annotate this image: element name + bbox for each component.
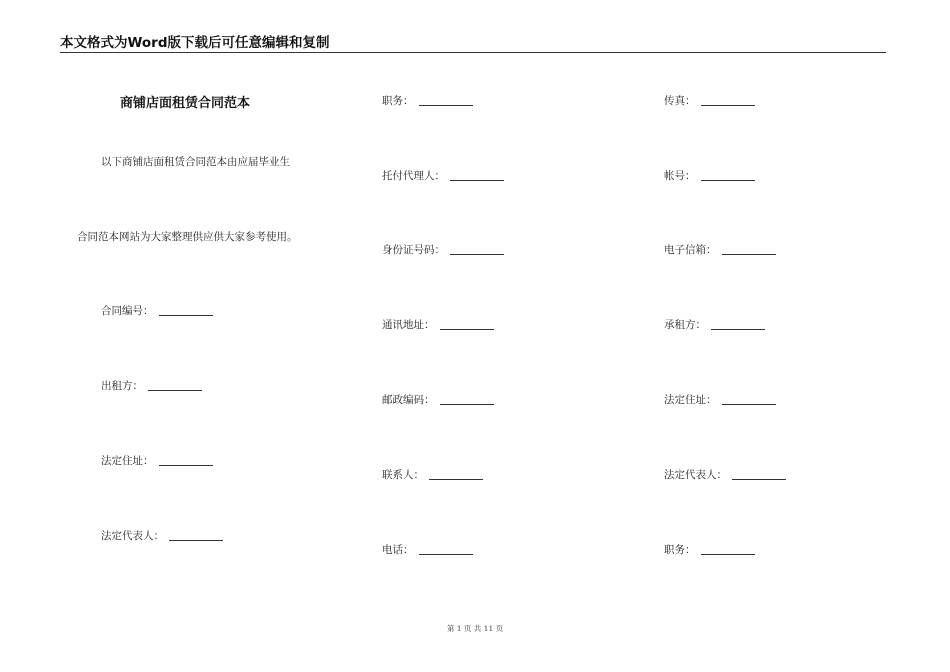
fill-blank[interactable] — [450, 179, 504, 181]
field-fax — [664, 93, 755, 108]
page-header — [60, 34, 886, 53]
fill-blank[interactable] — [419, 104, 473, 106]
field-label: 邮政编码： — [382, 394, 435, 406]
page-footer: 第 1 页 共 11 页 — [446, 624, 504, 633]
fill-blank[interactable] — [429, 478, 483, 480]
field-label: 法定代表人： — [664, 469, 727, 481]
fill-blank[interactable] — [419, 553, 473, 555]
field-label: 出租方： — [101, 380, 143, 392]
fill-blank[interactable] — [701, 179, 755, 181]
field-label: 承租方： — [664, 319, 706, 331]
fill-blank[interactable] — [148, 389, 202, 391]
field-mailing-address — [382, 317, 494, 332]
fill-blank[interactable] — [701, 104, 755, 106]
field-position — [382, 93, 473, 108]
field-label: 法定住址： — [101, 455, 154, 467]
fill-blank[interactable] — [159, 314, 213, 316]
field-email — [664, 242, 776, 257]
fill-blank[interactable] — [732, 478, 786, 480]
field-lessee — [664, 317, 765, 332]
fill-blank[interactable] — [701, 553, 755, 555]
field-label: 传真： — [664, 95, 696, 107]
field-label: 帐号： — [664, 170, 696, 182]
intro-line-1: 以下商铺店面租赁合同范本由应届毕业生 — [101, 156, 290, 168]
field-phone — [382, 542, 473, 557]
fill-blank[interactable] — [450, 253, 504, 255]
field-lessor-address — [101, 453, 213, 468]
field-id-number — [382, 242, 504, 257]
fill-blank[interactable] — [722, 253, 776, 255]
field-label: 合同编号： — [101, 305, 154, 317]
intro-line-2: 合同范本网站为大家整理供应供大家参考使用。 — [77, 231, 298, 243]
field-label: 法定代表人： — [101, 530, 164, 542]
fill-blank[interactable] — [440, 403, 494, 405]
fill-blank[interactable] — [159, 464, 213, 466]
field-contract-number — [101, 303, 213, 318]
field-label: 电子信箱： — [664, 244, 717, 256]
field-label: 身份证号码： — [382, 244, 445, 256]
field-label: 联系人： — [382, 469, 424, 481]
field-label: 法定住址： — [664, 394, 717, 406]
field-label: 职务： — [382, 95, 414, 107]
fill-blank[interactable] — [440, 328, 494, 330]
field-postal-code — [382, 392, 494, 407]
field-agent — [382, 168, 504, 183]
field-contact-person — [382, 467, 483, 482]
field-lessee-representative — [664, 467, 786, 482]
field-label: 电话： — [382, 544, 414, 556]
fill-blank[interactable] — [711, 328, 765, 330]
field-lessee-position — [664, 542, 755, 557]
field-label: 托付代理人： — [382, 170, 445, 182]
fill-blank[interactable] — [169, 539, 223, 541]
header-title: 本文格式为Word版下载后可任意编辑和复制 — [60, 35, 330, 51]
field-account — [664, 168, 755, 183]
field-lessor-representative — [101, 528, 223, 543]
field-lessee-address — [664, 392, 776, 407]
document-title: 商铺店面租赁合同范本 — [120, 96, 251, 111]
fill-blank[interactable] — [722, 403, 776, 405]
field-lessor — [101, 378, 202, 393]
field-label: 职务： — [664, 544, 696, 556]
field-label: 通讯地址： — [382, 319, 435, 331]
